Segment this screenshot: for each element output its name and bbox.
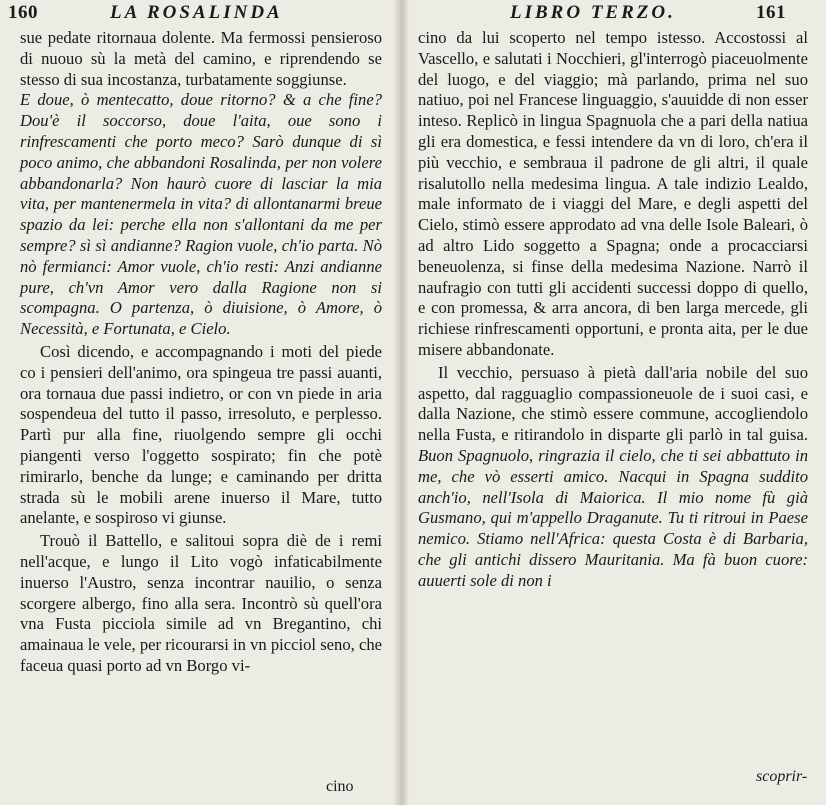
running-title: LA ROSALINDA xyxy=(110,2,283,23)
page-number: 160 xyxy=(8,2,38,23)
left-page xyxy=(0,0,398,805)
speech-italic: Buon Spagnuolo, ringrazia il cielo, che ti sei abbattuto in me, che vò esserti amico. Nacqui in Spagna suddito anch'io, nell'Isola di Maiorica. Il mio nome fù già Gusmano, qui m'appello Draganute. Tu ti ritroui in Paese nemico. Stiamo nell'Africa: questa Costa è di Barbaria, che gli antichi dissero Mauritania. Ma fà buon cuore: auuerti sole di non i xyxy=(418,445,808,590)
right-page xyxy=(406,0,826,805)
body-text xyxy=(418,28,808,592)
catchword: scoprir- xyxy=(756,768,808,785)
paragraph-roman: Il vecchio, persuaso à pietà dall'aria nobile del suo aspetto, dal ragguaglio compassioneuole de i suoi casi, e dalla Nazione, che stimò essere commune, accogliendolo nella Fusta, e ritirandolo in disparte gli parlò in tal guisa. xyxy=(418,362,808,445)
paragraph: sue pedate ritornaua dolente. Ma fermossi pensieroso di nuouo sù la metà del camino, e riprendendo se stesso di sua incostanza, turbatamente soggiunse. xyxy=(20,28,382,89)
paragraph xyxy=(418,363,808,592)
catchword: cino xyxy=(326,778,354,795)
paragraph: cino da lui scoperto nel tempo istesso. Accostossi al Vascello, e salutati i Nocchieri, gl'interrogò piaceuolmente del luogo, e del viaggio; mà parlando, prima nel suo natiuo, poi nel Francese linguaggio, s'auuidde di non esser inteso. Replicò in lingua Spagnuola che a pari della natiua gli era domestica, e fessi intendere da vn di loro, ch'era il più vecchio, e sembraua il padrone de gli altri, il quale risalutollo nella medesima lingua. A tale indizio Lealdo, male informato de i viaggi del Mare, e degli aspetti del Cielo, stimò essere approdato ad vna delle Isole Baleari, ò ad altro Lido soggetto a Spagna; onde a procacciarsi beneuolenza, si finse della medesima Nazione. Narrò il naufragio con tutti gli accidenti successi doppo di quello, e con promessa, & arra ancora, di ben larga mercede, gli richiese rinfrescamenti opportuni, e pronta aita, per le due misere abbandonate. xyxy=(418,28,808,359)
page-number: 161 xyxy=(756,2,786,23)
body-text xyxy=(20,28,382,677)
paragraph: Così dicendo, e accompagnando i moti del piede co i pensieri dell'animo, ora spingeua tre passi auanti, ora tornaua due passi indietro, or con vn piede in aria sospendeua del tutto il passo, irresoluto, e perplesso. Partì pur alla fine, riuolgendo sempre gli occhi piangenti verso l'oggetto sospirato; fin che potè rimirarlo, benche da lunge; e caminando per dritta strada sù le mobili arene inuerso il Mare, tutto anelante, e sospiroso vi giunse. xyxy=(20,341,382,528)
speech-paragraph: E doue, ò mentecatto, doue ritorno? & a che fine? Dou'è il soccorso, doue l'aita, oue sono i rinfrescamenti che porto meco? Sarò dunque di sì poco animo, che abbandoni Rosalinda, per non volere abbandonarla? Non haurò cuore di lasciar la mia vita, per mantenermela in vita? di allontanarmi breue spazio da lei: perche ella non s'allontani da me per sempre? sì sì andianne? Ragion vuole, ch'io parta. Nò nò fermianci: Amor vuole, ch'io resti: Anzi andianne pure, ch'vn Amor vero dalla Ragione non si scompagna. O partenza, ò diuisione, ò Amore, ò Necessità, e Fortunata, e Cielo. xyxy=(20,90,382,339)
running-title: LIBRO TERZO. xyxy=(510,2,676,23)
paragraph: Trouò il Battello, e salitoui sopra diè de i remi nell'acque, e lungo il Lito vogò infaticabilmente inuerso l'Austro, senza incontrar nauilio, o senza scorgere albergo, fino alla sera. Incontrò sù quell'ora vna Fusta picciola simile ad vn Bregantino, chi amainaua le vele, per ricourarsi in vn picciol seno, che faceua quasi porto ad vn Borgo vi- xyxy=(20,531,382,675)
